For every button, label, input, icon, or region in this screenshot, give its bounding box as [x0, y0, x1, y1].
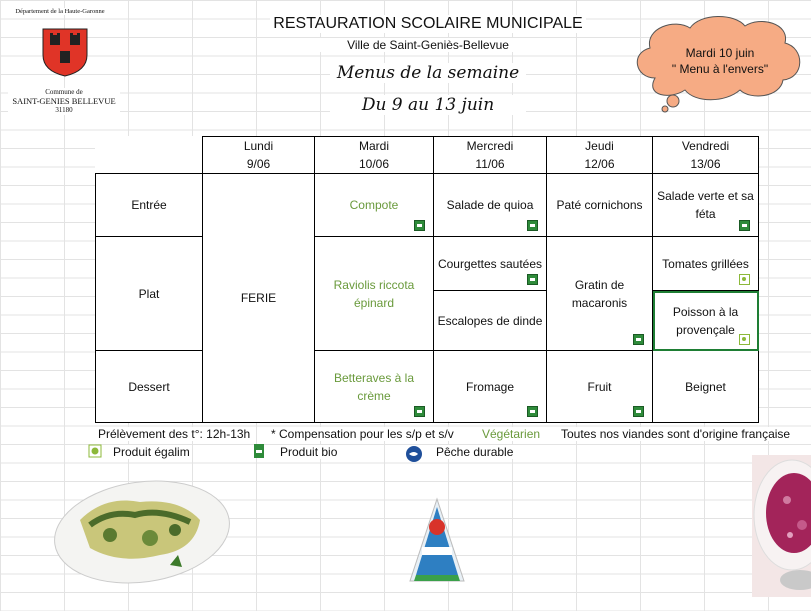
cell-mercredi-plat-2: Escalopes de dinde: [434, 291, 547, 351]
egalim-icon: [88, 444, 102, 458]
commune-block: [8, 88, 120, 115]
page-title: RESTAURATION SCOLAIRE MUNICIPALE: [270, 15, 586, 33]
ravioli-photo: [50, 480, 230, 590]
row-label-entree: Entrée: [96, 174, 203, 237]
day-header-mercredi: Mercredi 11/06: [434, 137, 547, 174]
table-row-dessert: [96, 351, 759, 423]
bio-icon: [414, 220, 425, 231]
cell-mardi-dessert: Betteraves à la crème: [315, 351, 434, 423]
row-label-plat: Plat: [96, 237, 203, 351]
table-row-entree: [96, 174, 759, 237]
coat-of-arms-icon: [40, 27, 90, 77]
cell-mardi-entree: Compote: [315, 174, 434, 237]
table-header-row: [96, 137, 759, 174]
day-header-mardi: Mardi 10/06: [315, 137, 434, 174]
legend-bio: Produit bio: [280, 445, 338, 459]
beetroot-photo: [752, 455, 811, 597]
table-row-plat-1: [96, 237, 759, 291]
menus-heading: Menus de la semaine: [330, 63, 526, 83]
bio-icon: [739, 220, 750, 231]
row-label-dessert: Dessert: [96, 351, 203, 423]
footer-compensation: * Compensation pour les s/p et s/v: [271, 427, 454, 441]
cloud-line-date: Mardi 10 juin: [685, 46, 755, 60]
commune-label: Commune de: [45, 88, 83, 96]
day-header-vendredi: Vendredi 13/06: [653, 137, 759, 174]
egalim-icon: [739, 274, 750, 285]
bio-icon: [414, 406, 425, 417]
commune-name: SAINT-GENIES BELLEVUE: [12, 96, 116, 106]
bio-icon: [527, 220, 538, 231]
cell-vendredi-plat-1: Tomates grillées: [653, 237, 759, 291]
cloud-text: [650, 45, 790, 77]
cell-vendredi-entree: Salade verte et sa féta: [653, 174, 759, 237]
cell-jeudi-dessert: Fruit: [547, 351, 653, 423]
bio-icon: [633, 334, 644, 345]
footer-vegetarien: Végétarien: [482, 427, 541, 441]
day-header-jeudi: Jeudi 12/06: [547, 137, 653, 174]
cell-vendredi-dessert: Beignet: [653, 351, 759, 423]
footer-prelevement: Prélèvement des t°: 12h-13h: [98, 427, 251, 441]
cell-vendredi-plat-2[interactable]: Poisson à la provençale: [653, 291, 759, 351]
cell-mercredi-dessert: Fromage: [434, 351, 547, 423]
egalim-icon: [739, 334, 750, 345]
footer-viandes: Toutes nos viandes sont d'origine française: [561, 427, 791, 441]
cloud-line-theme: " Menu à l'envers": [671, 62, 769, 76]
cell-jeudi-plat: Gratin de macaronis: [547, 237, 653, 351]
legend-peche: Pêche durable: [436, 445, 514, 459]
header-corner-cell: [96, 137, 203, 174]
department-label: Département de la Haute-Garonne: [15, 8, 105, 15]
cell-mercredi-entree: Salade de quioa: [434, 174, 547, 237]
peche-durable-icon: [405, 445, 423, 463]
bio-icon: [527, 274, 538, 285]
cell-mardi-plat: Raviolis riccota épinard: [315, 237, 434, 351]
cell-jeudi-entree: Paté cornichons: [547, 174, 653, 237]
bio-icon: [252, 444, 266, 458]
legend-egalim: Produit égalim: [113, 445, 190, 459]
bio-icon: [527, 406, 538, 417]
cheese-portion-photo: [408, 497, 466, 587]
cell-mercredi-plat-1: Courgettes sautées: [434, 237, 547, 291]
date-range: Du 9 au 13 juin: [330, 95, 526, 115]
day-header-lundi: Lundi 9/06: [203, 137, 315, 174]
postal-code: 31180: [55, 106, 73, 114]
weekly-menu-table: [95, 136, 759, 423]
page-subtitle: Ville de Saint-Geniès-Bellevue: [300, 38, 556, 52]
cell-lundi-ferie: FERIE: [203, 174, 315, 423]
bio-icon: [633, 406, 644, 417]
